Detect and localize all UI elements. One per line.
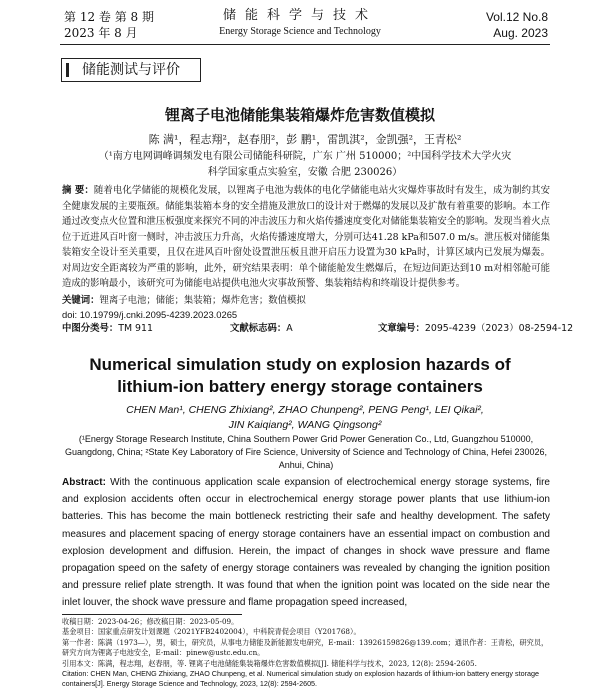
authors-en-line-2: JIN Kaiqiang², WANG Qingsong² (228, 419, 382, 431)
abstract-cn (62, 183, 550, 292)
doi[interactable]: doi: 10.19799/j.cnki.2095-4239.2023.0265 (62, 309, 238, 320)
header-rule (60, 44, 550, 45)
header-volume-en (486, 9, 548, 41)
authors-en-line-1: CHEN Man¹, CHENG Zhixiang², ZHAO Chunpeng², PENG Peng¹, LEI Qikai², (126, 404, 484, 416)
keywords-cn-text: 锂离子电池；储能；集装箱；爆炸危害；数值模拟 (99, 295, 306, 306)
authors-en (80, 403, 530, 433)
keywords-cn (62, 294, 550, 308)
footnote-received: 收稿日期：2023-04-26；修改稿日期：2023-05-09。 (62, 617, 239, 626)
abstract-en (62, 474, 550, 612)
footnote-funding: 基金项目：国家重点研发计划课题（2021YFB2402004），中科院青促会项目（Y201768）。 (62, 627, 361, 637)
affiliation-en: (¹Energy Storage Research Institute, China Southern Power Grid Power Generation Co., Ltd, Guangzhou 510000, Guangdong, China; ²State Key Laboratory of Fire Science, University of Science and Technology of China, Hefei 230026, Anhui, China) (64, 434, 548, 470)
section-label: 储能测试与评价 (61, 58, 201, 82)
affiliation-cn (60, 149, 550, 181)
doc-code-value: A (286, 323, 293, 334)
doc-code-group (230, 322, 293, 336)
volume-en: Vol.12 No.8 (485, 10, 548, 24)
journal-name-en: Energy Storage Science and Technology (219, 26, 381, 37)
date-cn: 2023 年 8 月 (64, 26, 138, 40)
authors-cn: 陈 满¹，程志翔²，赵春朋²，彭 鹏¹，雷凯淇²，金凯强²，王青松² (148, 133, 462, 146)
abstract-cn-label: 摘 要： (62, 185, 94, 196)
date-en: Aug. 2023 (493, 26, 548, 40)
clc-value: TM 911 (118, 323, 153, 334)
footnote-citation-cn: 引用本文：陈满，程志翔，赵春朋，等. 锂离子电池储能集装箱爆炸危害数值模拟[J]. 储能科学与技术，2023, 12(8): 2594-2605. (62, 658, 477, 668)
abstract-en-text: With the continuous application scale expansion of electrochemical energy storage systems, fire and explosion accidents often occur in electrochemical energy storage power plants that use lithium-ion batteries. This has become the main bottleneck restricting their safe and healthy development. The safety measures and placement spacing of energy storage containers have an essential impact on combustion and explosion development and diffusion. Herein, the impact of changes in shock wave pressure and flame propagation speed on the safety of energy storage containers was revealed by changing the ignition position and pressure relief plate strength. It was found that when the ignition point was located on the side near the inlet louver, the shock wave pressure and flame propagation speed increased, (62, 477, 550, 609)
doc-code-label: 文献标志码： (230, 323, 287, 334)
article-no-group (378, 322, 573, 336)
article-no-label: 文章编号： (378, 323, 425, 334)
title-en-line-2: lithium-ion battery energy storage containers (117, 377, 483, 396)
footnote-rule (62, 614, 242, 615)
abstract-en-label: Abstract: (62, 477, 106, 488)
article-no-value: 2095-4239（2023）08-2594-12 (424, 323, 574, 334)
keywords-cn-label: 关键词： (62, 295, 100, 306)
journal-name-cn: 储能科学与技术 (222, 8, 377, 23)
volume-cn: 第 12 卷 第 8 期 (64, 10, 154, 24)
abstract-cn-text: 随着电化学储能的规模化发展，以锂离子电池为载体的电化学储能电站火灾爆炸事故时有发生，成为制约其安全健康发展的主要瓶颈。储能集装箱本身的安全措施及泄放口的设计对于燃爆的发展以及扩散有着重要的影响。本工作通过改变点火位置和泄压板强度来探究不同的冲击波压力和火焰传播速度变化对储能集装箱安全的影响。发现当着火点位于近进风百叶窗一侧时，冲击波压力升高，火焰传播速度增大，分别可达41.28 kPa和507.0 m/s。泄压板对储能集装箱安全设计至关重要，且仅在进风百叶窗处设置泄压板且泄开启压力设置为30 kPa时，计算区域内已发展为爆轰。对周边安全距离较为严重的影响，此外，研究结果表明：单个储能舱发生燃爆后，在短边间距达到10 m对相邻舱可能造成的影响最小，该研究可为储能电站提供电池火灾事故预警、集装箱结构和终端设计提供参考。 (62, 185, 551, 289)
affiliation-cn-line-1: （¹南方电网调峰调频发电有限公司储能科研院，广东 广州 510000；²中国科学技术大学火灾 (98, 151, 512, 162)
footnotes (62, 617, 552, 690)
footnote-first-author: 第一作者：陈满（1973—），男，硕士，研究员，从事电力储能及新能源发电研究，E-mail：13926159826@139.com；通讯作者：王青松，研究员，研究方向为锂离子电池安全，E-mail：pinew@ustc.edu.cn。 (62, 637, 549, 658)
clc-group (62, 322, 153, 336)
affiliation-cn-line-2: 科学国家重点实验室，安徽 合肥 230026） (207, 167, 403, 178)
title-en (0, 354, 600, 398)
title-cn: 锂离子电池储能集装箱爆炸危害数值模拟 (164, 106, 435, 124)
title-en-line-1: Numerical simulation study on explosion hazards of (89, 355, 511, 374)
footnote-citation-en: Citation: CHEN Man, CHENG Zhixiang, ZHAO Chunpeng, et al. Numerical simulation study on explosion hazards of lithium-ion battery energy storage containers[J]. Energy Storage Science and Technology, 2023, 12(8): 2594-2605. (62, 669, 539, 689)
clc-label: 中图分类号： (62, 323, 119, 334)
